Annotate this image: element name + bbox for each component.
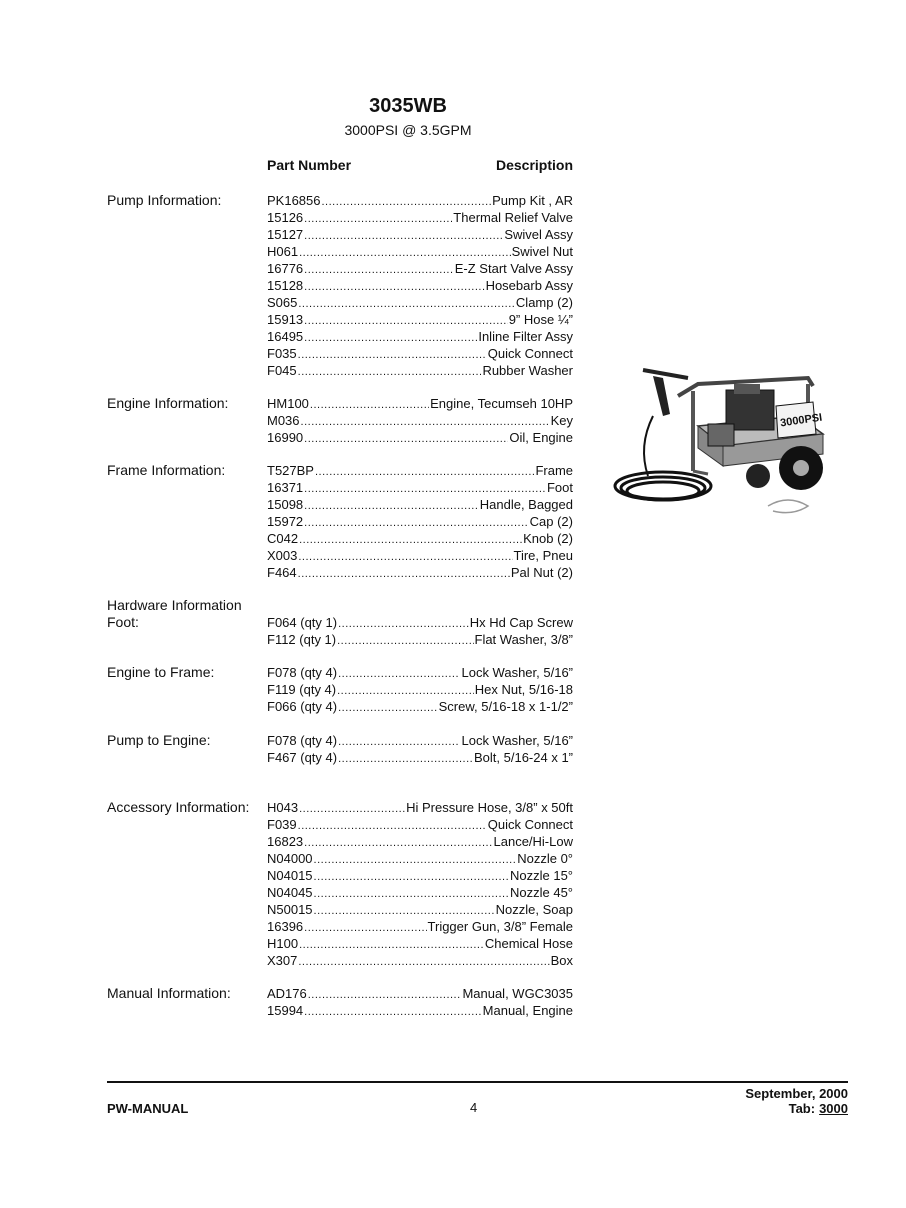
part-description: Nozzle 45° — [509, 885, 573, 900]
part-row — [267, 749, 573, 766]
part-row — [267, 530, 573, 547]
part-number: 16823 — [267, 834, 304, 849]
footer-divider — [107, 1081, 848, 1083]
model-spec: 3000PSI @ 3.5GPM — [344, 122, 472, 138]
part-row — [267, 867, 573, 884]
part-row — [267, 564, 573, 581]
part-number: 15128 — [267, 278, 304, 293]
part-number: 16776 — [267, 261, 304, 276]
part-description: Quick Connect — [487, 817, 573, 832]
part-row — [267, 698, 573, 715]
part-description: Hex Nut, 5/16-18 — [474, 682, 573, 697]
part-row — [267, 952, 573, 969]
part-number: X307 — [267, 953, 298, 968]
part-row — [267, 260, 573, 277]
part-description: Flat Washer, 3/8” — [474, 632, 573, 647]
footer-date: September, 2000 — [745, 1086, 848, 1101]
part-number: X003 — [267, 548, 298, 563]
machine-label: 3000PSI — [779, 411, 823, 430]
part-description: Manual, Engine — [482, 1003, 573, 1018]
tab-value: 3000 — [819, 1101, 848, 1116]
tab-label: Tab: — [788, 1101, 816, 1116]
part-row — [267, 294, 573, 311]
footer-tab — [789, 1101, 848, 1116]
part-description: Foot — [546, 480, 573, 495]
part-description: Handle, Bagged — [479, 497, 573, 512]
page-number: 4 — [470, 1100, 478, 1115]
part-number: PK16856 — [267, 193, 321, 208]
part-number: N04015 — [267, 868, 313, 883]
part-description: Rubber Washer — [482, 363, 573, 378]
part-number: F467 (qty 4) — [267, 750, 338, 765]
part-row — [267, 732, 573, 749]
part-row — [267, 395, 573, 412]
part-description: Lance/Hi-Low — [493, 834, 573, 849]
dot-leader — [304, 1004, 482, 1021]
part-number: 15126 — [267, 210, 304, 225]
part-number: 15127 — [267, 227, 304, 242]
part-row — [267, 496, 573, 513]
part-number: F045 — [267, 363, 297, 378]
part-description: Clamp (2) — [515, 295, 573, 310]
part-number: AD176 — [267, 986, 307, 1001]
part-row — [267, 614, 573, 631]
part-number: M036 — [267, 413, 300, 428]
part-number: H043 — [267, 800, 299, 815]
part-number: N04000 — [267, 851, 313, 866]
part-number: 16495 — [267, 329, 304, 344]
part-row — [267, 547, 573, 564]
part-description: Bolt, 5/16-24 x 1” — [474, 750, 573, 765]
part-row — [267, 345, 573, 362]
part-number: 15098 — [267, 497, 304, 512]
part-description: Key — [550, 413, 573, 428]
dot-leader — [304, 431, 508, 448]
part-row — [267, 243, 573, 260]
part-row — [267, 462, 573, 479]
part-description: Lock Washer, 5/16” — [461, 733, 573, 748]
part-description: Inline Filter Assy — [478, 329, 573, 344]
part-number: F078 (qty 4) — [267, 665, 338, 680]
part-description: Cap (2) — [529, 514, 573, 529]
part-number: 15913 — [267, 312, 304, 327]
part-description: E-Z Start Valve Assy — [454, 261, 573, 276]
model-title: 3035WB — [369, 95, 447, 117]
part-row — [267, 362, 573, 379]
part-number: 16396 — [267, 919, 304, 934]
part-number: F064 (qty 1) — [267, 615, 338, 630]
section-label: Engine to Frame: — [107, 664, 215, 680]
part-number-header: Part Number — [267, 157, 352, 173]
section-label: Engine Information: — [107, 395, 229, 411]
part-number: HM100 — [267, 396, 309, 411]
part-number: T527BP — [267, 463, 314, 478]
dot-leader — [337, 633, 473, 650]
part-description: Lock Washer, 5/16” — [461, 665, 573, 680]
part-description: Nozzle 15° — [509, 868, 573, 883]
part-row — [267, 192, 573, 209]
part-number: S065 — [267, 295, 298, 310]
dot-leader — [338, 700, 438, 717]
description-header: Description — [495, 157, 573, 173]
part-number: C042 — [267, 531, 299, 546]
part-description: 9” Hose ¼” — [508, 312, 573, 327]
part-row — [267, 429, 573, 446]
part-description: Thermal Relief Valve — [453, 210, 573, 225]
part-number: N50015 — [267, 902, 313, 917]
part-number: H100 — [267, 936, 299, 951]
part-description: Box — [550, 953, 573, 968]
part-row — [267, 328, 573, 345]
part-description: Hx Hd Cap Screw — [469, 615, 573, 630]
section-label: Frame Information: — [107, 462, 226, 478]
part-number: F035 — [267, 346, 297, 361]
dot-leader — [338, 751, 473, 768]
part-description: Hi Pressure Hose, 3/8” x 50ft — [406, 800, 573, 815]
part-row — [267, 850, 573, 867]
part-description: Quick Connect — [487, 346, 573, 361]
part-number: N04045 — [267, 885, 313, 900]
part-description: Nozzle 0° — [517, 851, 573, 866]
part-description: Screw, 5/16-18 x 1-1/2” — [438, 699, 573, 714]
part-description: Engine, Tecumseh 10HP — [430, 396, 573, 411]
part-number: F112 (qty 1) — [267, 632, 337, 647]
part-row — [267, 412, 573, 429]
part-row — [267, 209, 573, 226]
section-label: Foot: — [107, 614, 139, 630]
part-row — [267, 226, 573, 243]
part-row — [267, 1002, 573, 1019]
part-row — [267, 799, 573, 816]
part-number: F039 — [267, 817, 297, 832]
part-row — [267, 884, 573, 901]
part-row — [267, 513, 573, 530]
part-number: H061 — [267, 244, 299, 259]
part-number: F119 (qty 4) — [267, 682, 337, 697]
part-number: F464 — [267, 565, 297, 580]
part-row — [267, 311, 573, 328]
part-row — [267, 277, 573, 294]
part-description: Swivel Assy — [504, 227, 573, 242]
part-description: Chemical Hose — [484, 936, 573, 951]
footer-manual-name: PW-MANUAL — [107, 1101, 189, 1116]
section-label: Hardware Information — [107, 597, 242, 613]
part-row — [267, 681, 573, 698]
section-label: Manual Information: — [107, 985, 231, 1001]
section-label: Pump Information: — [107, 192, 222, 208]
part-row — [267, 901, 573, 918]
part-row — [267, 833, 573, 850]
part-row — [267, 935, 573, 952]
pressure-washer-image — [608, 356, 833, 526]
part-row — [267, 664, 573, 681]
part-number: F066 (qty 4) — [267, 699, 338, 714]
part-number: 16990 — [267, 430, 304, 445]
part-description: Manual, WGC3035 — [462, 986, 573, 1001]
part-row — [267, 631, 573, 648]
dot-leader — [298, 566, 510, 583]
part-description: Hosebarb Assy — [485, 278, 573, 293]
part-description: Pal Nut (2) — [510, 565, 573, 580]
part-row — [267, 985, 573, 1002]
part-row — [267, 816, 573, 833]
dot-leader — [298, 364, 482, 381]
part-row — [267, 479, 573, 496]
part-number: 15994 — [267, 1003, 304, 1018]
part-description: Trigger Gun, 3/8” Female — [427, 919, 573, 934]
part-number: 16371 — [267, 480, 304, 495]
section-label: Pump to Engine: — [107, 732, 211, 748]
section-label: Accessory Information: — [107, 799, 250, 815]
dot-leader — [298, 954, 549, 971]
part-description: Tire, Pneu — [513, 548, 573, 563]
part-number: 15972 — [267, 514, 304, 529]
part-description: Oil, Engine — [509, 430, 573, 445]
part-description: Pump Kit , AR — [492, 193, 573, 208]
part-description: Knob (2) — [523, 531, 573, 546]
part-description: Nozzle, Soap — [495, 902, 573, 917]
part-number: F078 (qty 4) — [267, 733, 338, 748]
part-description: Swivel Nut — [511, 244, 573, 259]
part-description: Frame — [535, 463, 573, 478]
part-row — [267, 918, 573, 935]
